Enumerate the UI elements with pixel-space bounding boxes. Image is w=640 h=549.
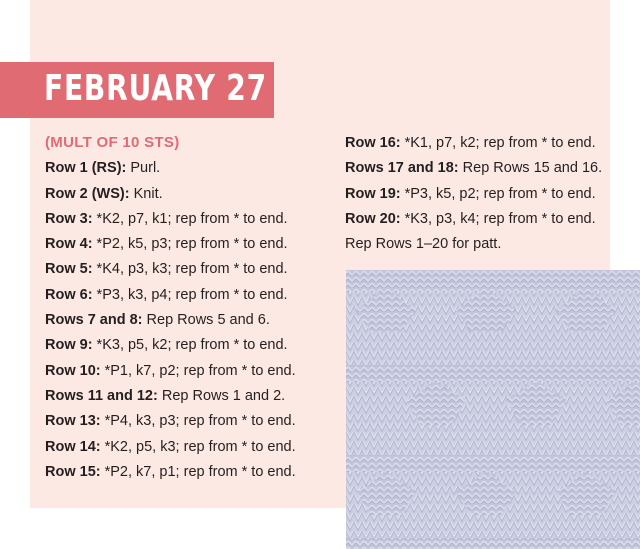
row-instruction: *K1, p7, k2; rep from * to end.	[400, 135, 596, 151]
row-label: Row 6:	[45, 286, 93, 303]
row-label: Row 15:	[45, 463, 101, 480]
row-instruction: Knit.	[129, 185, 163, 202]
row-label: Row 9:	[45, 337, 93, 354]
row-instruction: Rep Rows 1 and 2.	[157, 387, 286, 404]
left-rows	[45, 158, 296, 487]
instruction-row	[45, 259, 296, 284]
row-label: Row 13:	[45, 413, 101, 430]
instructions-left-column	[45, 133, 296, 487]
row-instruction: *P4, k3, p3; rep from * to end.	[100, 413, 296, 430]
row-label: Row 2 (WS):	[45, 185, 130, 202]
row-instruction: *K2, p5, k3; rep from * to end.	[100, 438, 296, 455]
row-label: Row 4:	[45, 236, 93, 253]
row-instruction: *P1, k7, p2; rep from * to end.	[100, 362, 296, 379]
row-label: Rows 7 and 8:	[45, 312, 143, 329]
row-label: Rows 17 and 18:	[345, 160, 459, 177]
row-label: Row 10:	[45, 362, 101, 379]
row-instruction: *K2, p7, k1; rep from * to end.	[92, 210, 288, 227]
instruction-row	[45, 285, 296, 310]
row-instruction: Purl.	[126, 160, 161, 177]
instruction-row	[45, 386, 296, 411]
row-label: Row 5:	[45, 261, 93, 278]
instruction-row	[345, 158, 602, 183]
row-label: Row 3:	[45, 210, 93, 227]
instruction-row	[345, 133, 602, 158]
row-instruction: *P2, k5, p3; rep from * to end.	[92, 236, 288, 253]
instruction-row	[45, 234, 296, 259]
instruction-row	[45, 437, 296, 462]
knitted-swatch-photo	[346, 270, 640, 549]
row-instruction: Rep Rows 1–20 for patt.	[345, 236, 502, 253]
row-instruction: *P3, k3, p4; rep from * to end.	[92, 286, 288, 303]
row-label: Row 19:	[345, 185, 401, 202]
instructions-right-column	[345, 133, 602, 259]
instruction-row	[45, 184, 296, 209]
row-instruction: *K3, p5, k2; rep from * to end.	[92, 337, 288, 354]
row-label: Row 1 (RS):	[45, 160, 127, 177]
stitch-multiple: (MULT OF 10 STS)	[45, 134, 180, 151]
instruction-row	[345, 209, 602, 234]
row-label: Row 14:	[45, 438, 101, 455]
row-instruction: *K4, p3, k3; rep from * to end.	[92, 261, 288, 278]
instruction-row	[45, 209, 296, 234]
instruction-row	[45, 335, 296, 360]
instruction-row	[345, 234, 602, 259]
row-instruction: *K3, p3, k4; rep from * to end.	[400, 210, 596, 227]
swatch-texture	[346, 270, 640, 549]
row-instruction: *P3, k5, p2; rep from * to end.	[400, 185, 596, 202]
instruction-row	[45, 361, 296, 386]
row-label: Row 20:	[345, 210, 401, 227]
instruction-row	[45, 411, 296, 436]
row-label: Rows 11 and 12:	[45, 387, 158, 404]
instruction-row	[45, 158, 296, 183]
row-instruction: *P2, k7, p1; rep from * to end.	[100, 463, 296, 480]
instruction-row	[45, 462, 296, 487]
row-instruction: Rep Rows 5 and 6.	[142, 312, 270, 329]
row-label: Row 16:	[345, 135, 401, 151]
right-rows	[345, 133, 602, 259]
instruction-row	[345, 184, 602, 209]
row-instruction: Rep Rows 15 and 16.	[458, 160, 603, 177]
page-title: FEBRUARY 27	[44, 68, 267, 109]
instruction-row	[45, 310, 296, 335]
